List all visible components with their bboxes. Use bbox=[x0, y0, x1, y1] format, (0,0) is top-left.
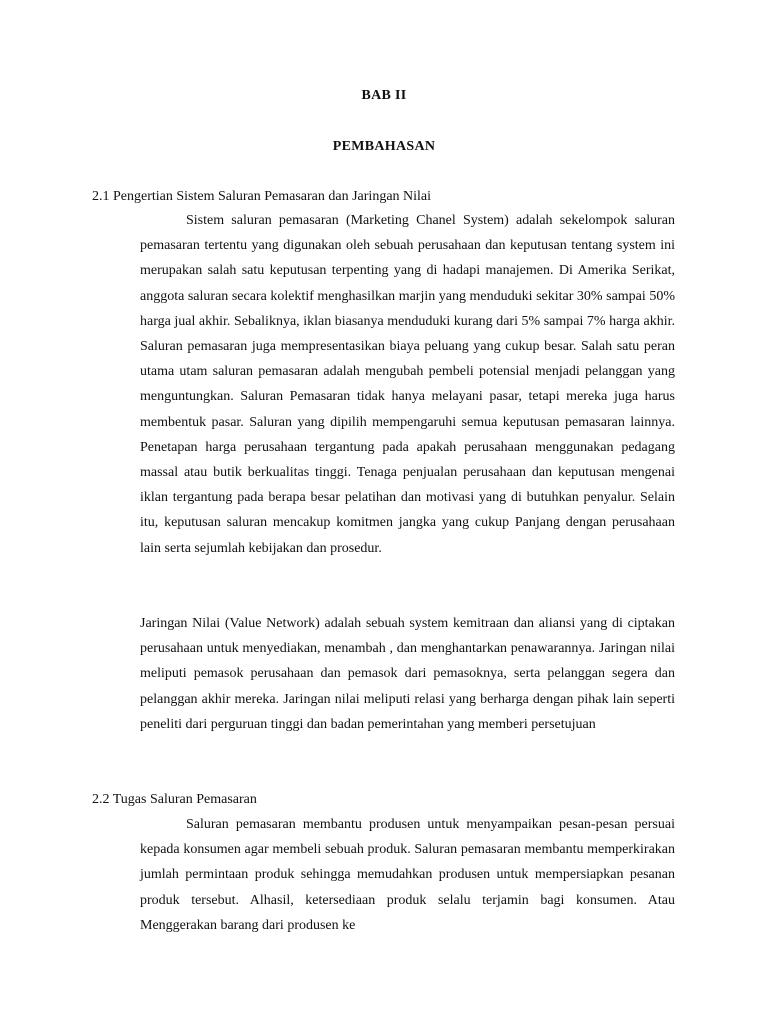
section-title-2-1: 2.1 Pengertian Sistem Saluran Pemasaran dan Jaringan Nilai bbox=[92, 189, 432, 204]
chapter-heading: BAB II bbox=[361, 88, 407, 103]
section-2-1-paragraph-2: Jaringan Nilai (Value Network) adalah sebuah system kemitraan dan aliansi yang di ciptakan perusahaan untuk menyediakan, menambah , dan menghantarkan penawarannya. Jaringan nilai meliputi pemasok perusahaan dan pemasok dari pemasoknya, serta pelanggan segera dan pelanggan akhir mereka. Jaringan nilai meliputi relasi yang berharga dengan pihak lain seperti peneliti dari perguruan tinggi dan badan pemerintahan yang memberi persetujuan bbox=[140, 616, 675, 732]
section-2-2-paragraph-1: Saluran pemasaran membantu produsen untuk menyampaikan pesan-pesan persuai kepada konsumen agar membeli sebuah produk. Saluran pemasaran membantu memperkirakan jumlah permintaan produk sehingga memudahkan produsen untuk mempersiapkan pesanan produk tersebut. Alhasil, ketersediaan produk selalu terjamin bagi konsumen. Atau Menggerakan barang dari produsen ke bbox=[140, 817, 675, 933]
section-2-1-paragraph-1: Sistem saluran pemasaran (Marketing Chanel System) adalah sekelompok saluran pemasaran tertentu yang digunakan oleh sebuah perusahaan dan keputusan tentang system ini merupakan salah satu keputusan terpenting yang di hadapi manajemen. Di Amerika Serikat, anggota saluran secara kolektif menghasilkan marjin yang menduduki sekitar 30% sampai 50% harga jual akhir. Sebaliknya, iklan biasanya menduduki kurang dari 5% sampai 7% harga akhir. Saluran pemasaran juga mempresentasikan biaya peluang yang cukup besar. Salah satu peran utama utam saluran pemasaran adalah mengubah pembeli potensial menjadi pelanggan yang menguntungkan. Saluran Pemasaran tidak hanya melayani pasar, tetapi mereka juga harus membentuk pasar. Saluran yang dipilih mempengaruhi semua keputusan pemasaran lainnya. Penetapan harga perusahaan tergantung pada apakah perusahaan menggunakan pedagang massal atau butik berkualitas tinggi. Tenaga penjualan perusahaan dan keputusan mengenai iklan tergantung pada berapa besar pelatihan dan motivasi yang di butuhkan penyalur. Selain itu, keputusan saluran mencakup komitmen jangka yang cukup Panjang dengan perusahaan lain serta sejumlah kebijakan dan prosedur. bbox=[140, 213, 675, 556]
chapter-title: PEMBAHASAN bbox=[332, 139, 436, 154]
section-title-2-2: 2.2 Tugas Saluran Pemasaran bbox=[92, 792, 257, 807]
